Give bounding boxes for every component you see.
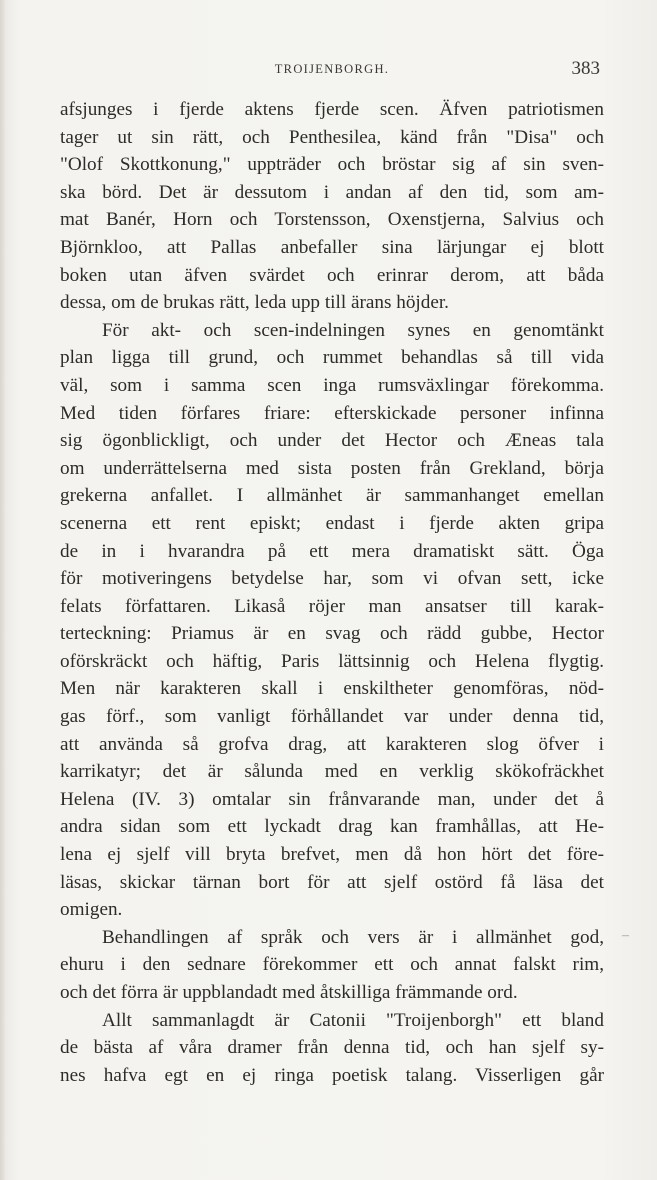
text-line: och det förra är uppblandadt med åtskilliga främmande ord. — [60, 982, 518, 1003]
text-line: afsjunges i fjerde aktens fjerde scen. Äfven patriotismen — [60, 99, 604, 120]
text-line: gas förf., som vanligt förhållandet var under denna tid, — [60, 706, 604, 728]
text-line: nes hafva egt en ej ringa poetisk talang. Visserligen går — [60, 1064, 604, 1086]
margin-dash-mark: – — [622, 928, 629, 943]
paragraph-first-line: Allt sammanlagdt är Catonii "Troijenborgh" ett bland — [102, 1009, 604, 1031]
text-line: väl, som i samma scen inga rumsväxlingar förekomma. — [60, 374, 604, 396]
text-line: sig ögonblickligt, och under det Hector och Æneas tala — [60, 430, 604, 452]
text-line: plan ligga till grund, och rummet behandlas så till vida — [60, 347, 604, 369]
text-line: boken utan äfven svärdet och erinrar derom, att båda — [60, 264, 604, 286]
running-head: TROIJENBORGH. — [274, 62, 390, 76]
paragraph-first-line: Behandlingen af språk och vers är i allmänhet god, — [102, 926, 604, 948]
text-line: terteckning: Priamus är en svag och rädd gubbe, Hector — [60, 623, 604, 645]
text-line: lena ej sjelf vill bryta brefvet, men då hon hört det före- — [60, 844, 604, 866]
text-line: oförskräckt och häftig, Paris lättsinnig och Helena flygtig. — [60, 650, 604, 672]
text-line: att använda så grofva drag, att karakteren slog öfver i — [60, 733, 604, 755]
text-line: "Olof Skottkonung," uppträder och bröstar sig af sin sven- — [60, 154, 604, 176]
text-line: andra sidan som ett lyckadt drag kan framhållas, att He- — [60, 816, 604, 838]
text-line: ska börd. Det är dessutom i andan af den tid, som am- — [60, 181, 604, 203]
text-line: felats författaren. Likaså röjer man ansatser till karak- — [60, 595, 604, 617]
text-line: karrikatyr; det är sålunda med en verklig skökofräckhet — [60, 761, 604, 783]
text-line: tager ut sin rätt, och Penthesilea, känd från "Disa" och — [60, 126, 604, 148]
paragraph-first-line: För akt- och scen-indelningen synes en genomtänkt — [102, 319, 604, 341]
page-number: 383 — [571, 58, 600, 79]
text-line: dessa, om de brukas rätt, leda upp till ärans höjder. — [60, 292, 449, 314]
text-line: scenerna ett rent episkt; endast i fjerde akten gripa — [60, 512, 604, 534]
page-gutter-shadow — [0, 0, 6, 1180]
text-line: om underrättelserna med sista posten från Grekland, börja — [60, 457, 604, 479]
text-line: Med tiden förfares friare: efterskickade personer infinna — [60, 402, 604, 424]
text-line: läsas, skickar tärnan bort för att sjelf ostörd få läsa det — [60, 871, 604, 893]
text-line: grekerna anfallet. I allmänhet är sammanhanget emellan — [60, 485, 604, 507]
text-line: mat Banér, Horn och Torstensson, Oxenstjerna, Salvius och — [60, 209, 604, 231]
text-line: för motiveringens betydelse har, som vi ofvan sett, icke — [60, 568, 604, 590]
text-line: omigen. — [60, 899, 123, 921]
page-header — [60, 58, 604, 82]
body-text — [60, 96, 604, 1089]
text-line: de in i hvarandra på ett mera dramatiskt sätt. Öga — [60, 540, 604, 562]
text-line: ehuru i den sednare förekommer ett och annat falskt rim, — [60, 954, 604, 976]
text-line: de bästa af våra dramer från denna tid, och han sjelf sy- — [60, 1037, 604, 1059]
text-line: Björnkloo, att Pallas anbefaller sina lärjungar ej blott — [60, 236, 604, 258]
text-line: Men när karakteren skall i enskiltheter genomföras, nöd- — [60, 678, 604, 700]
text-line: Helena (IV. 3) omtalar sin frånvarande man, under det å — [60, 788, 604, 810]
